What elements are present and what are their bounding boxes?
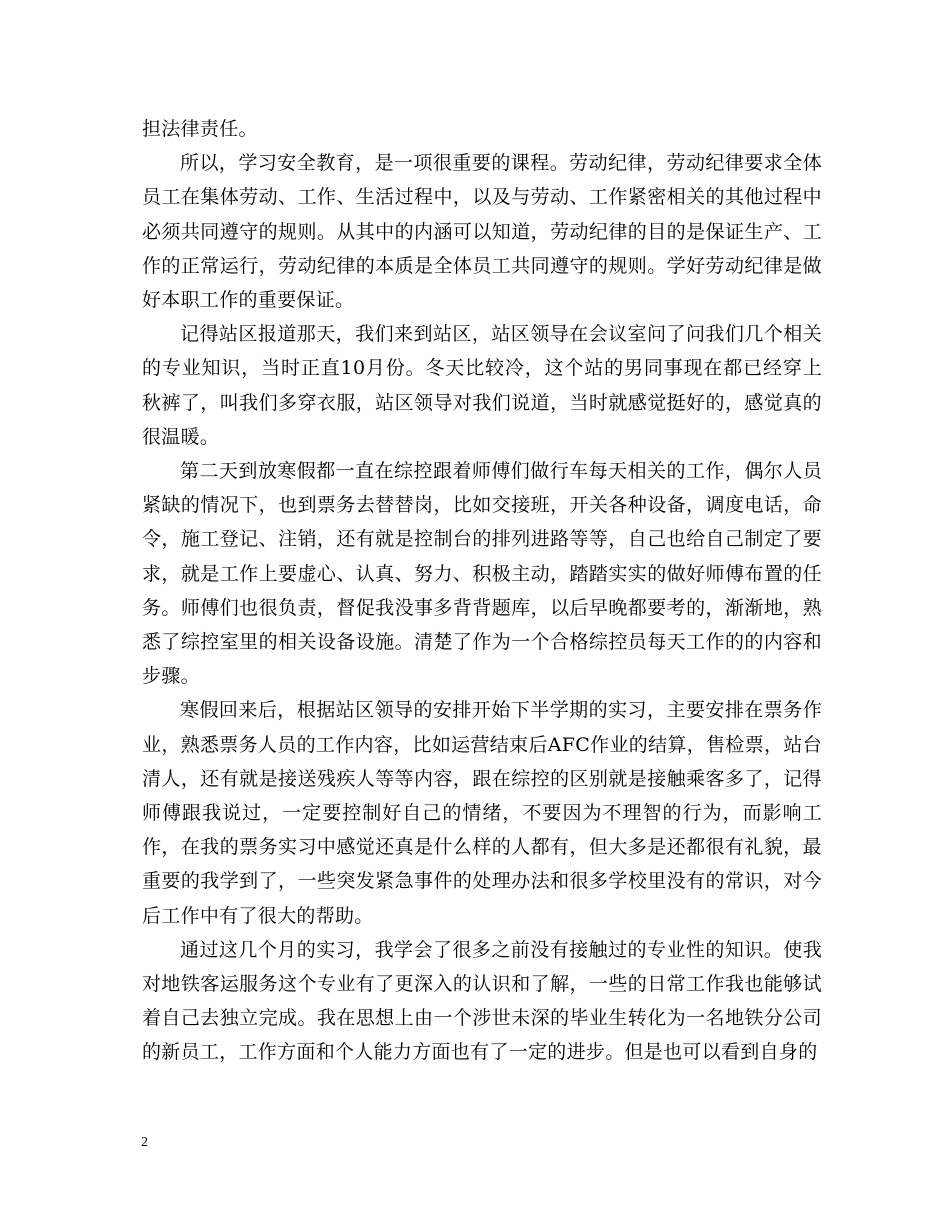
paragraph-ticketing: 寒假回来后，根据站区领导的安排开始下半学期的实习，主要安排在票务作业，熟悉票务人员的工作内容，比如运营结束后AFC作业的结算，售检票，站台清人，还有就是接送残疾人等等内容，跟在综控的区别就是接触乘客多了，记得师傅跟我说过，一定要控制好自己的情绪，不要因为不理智的行为，而影响工作，在我的票务实习中感觉还真是什么样的人都有，但大多是还都很有礼貌，最重要的我学到了，一些突发紧急事件的处理办法和很多学校里没有的常识，对今后工作中有了很大的帮助。 bbox=[142, 699, 822, 927]
paragraph-station-report: 记得站区报道那天，我们来到站区，站区领导在会议室问了问我们几个相关的专业知识，当时正直10月份。冬天比较冷，这个站的男同事现在都已经穿上秋裤了，叫我们多穿衣服，站区领导对我们说道，当时就感觉挺好的，感觉真的很温暖。 bbox=[142, 323, 822, 448]
paragraph-continuation: 担法律责任。 bbox=[142, 118, 258, 140]
paragraph-control-room: 第二天到放寒假都一直在综控跟着师傅们做行车每天相关的工作，偶尔人员紧缺的情况下，也到票务去替替岗，比如交接班，开关各种设备，调度电话，命令，施工登记、注销，还有就是控制台的排列进路等等，自己也给自己制定了要求，就是工作上要虚心、认真、努力、积极主动，踏踏实实的做好师傅布置的任务。师傅们也很负责，督促我没事多背背题库，以后早晚都要考的，渐渐地，熟悉了综控室里的相关设备设施。清楚了作为一个合格综控员每天工作的的内容和步骤。 bbox=[142, 460, 822, 688]
paragraph-summary: 通过这几个月的实习，我学会了很多之前没有接触过的专业性的知识。使我对地铁客运服务这个专业有了更深入的认识和了解，一些的日常工作我也能够试着自己去独立完成。我在思想上由一个涉世未深的毕业生转化为一名地铁分公司的新员工，工作方面和个人能力方面也有了一定的进步。但是也可以看到自身的 bbox=[142, 938, 822, 1064]
paragraph-labor-discipline: 所以，学习安全教育，是一项很重要的课程。劳动纪律，劳动纪律要求全体员工在集体劳动、工作、生活过程中，以及与劳动、工作紧密相关的其他过程中必须共同遵守的规则。从其中的内涵可以知道，劳动纪律的目的是保证生产、工作的正常运行，劳动纪律的本质是全体员工共同遵守的规则。学好劳动纪律是做好本职工作的重要保证。 bbox=[142, 152, 822, 312]
document-body bbox=[142, 112, 822, 1070]
page-number: 2 bbox=[141, 1135, 148, 1150]
